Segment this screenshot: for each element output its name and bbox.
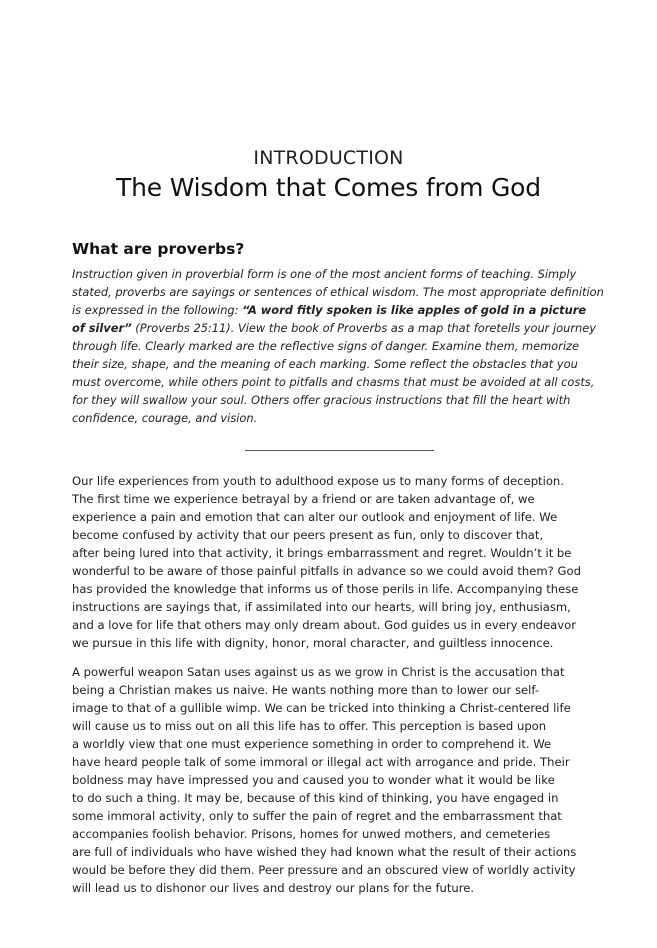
section-divider xyxy=(245,450,434,451)
intro-line xyxy=(72,301,612,319)
body-line: will lead us to dishonor our lives and destroy our plans for the future. xyxy=(72,881,475,895)
intro-text: is expressed in the following: xyxy=(72,303,243,317)
body-line: A powerful weapon Satan uses against us as we grow in Christ is the accusation that xyxy=(72,665,565,679)
body-line: Our life experiences from youth to adulthood expose us to many forms of deception. xyxy=(72,474,564,488)
body-paragraph-1 xyxy=(72,472,617,652)
body-line: have heard people talk of some immoral or illegal act with arrogance and pride. Their xyxy=(72,755,570,769)
intro-line xyxy=(72,355,612,373)
body-line: boldness may have impressed you and caused you to wonder what it would be like xyxy=(72,773,555,787)
body-line: become confused by activity that our peers present as fun, only to discover that, xyxy=(72,528,544,542)
intro-text: for they will swallow your soul. Others offer gracious instructions that fill the heart with xyxy=(72,393,571,407)
body-line: instructions are sayings that, if assimilated into our hearts, will bring joy, enthusiasm, xyxy=(72,600,571,614)
chapter-label: INTRODUCTION xyxy=(253,147,404,169)
intro-line xyxy=(72,319,612,337)
intro-line xyxy=(72,373,612,391)
intro-text: confidence, courage, and vision. xyxy=(72,411,258,425)
body-line: will cause us to miss out on all this life has to offer. This perception is based upon xyxy=(72,719,547,733)
intro-paragraph xyxy=(72,265,612,427)
body-line: wonderful to be aware of those painful pitfalls in advance so we could avoid them? God xyxy=(72,564,581,578)
intro-text: (Proverbs 25:11). View the book of Proverbs as a map that foretells your journey xyxy=(131,321,596,335)
section-heading: What are proverbs? xyxy=(72,240,245,258)
intro-text: must overcome, while others point to pitfalls and chasms that must be avoided at all costs, xyxy=(72,375,595,389)
body-line: we pursue in this life with dignity, honor, moral character, and guiltless innocence. xyxy=(72,636,554,650)
body-line: are full of individuals who have wished they had known what the result of their actions xyxy=(72,845,577,859)
intro-text: Instruction given in proverbial form is one of the most ancient forms of teaching. Simply xyxy=(72,267,577,281)
body-line: image to that of a gullible wimp. We can be tricked into thinking a Christ-centered life xyxy=(72,701,571,715)
intro-text: stated, proverbs are sayings or sentences of ethical wisdom. The most appropriate definition xyxy=(72,285,604,299)
intro-line xyxy=(72,265,612,283)
body-line: accompanies foolish behavior. Prisons, homes for unwed mothers, and cemeteries xyxy=(72,827,551,841)
body-line: The first time we experience betrayal by a friend or are taken advantage of, we xyxy=(72,492,535,506)
intro-text: their size, shape, and the meaning of each marking. Some reflect the obstacles that you xyxy=(72,357,578,371)
intro-text: through life. Clearly marked are the reflective signs of danger. Examine them, memorize xyxy=(72,339,579,353)
scripture-quote: “A word fitly spoken is like apples of gold in a picture xyxy=(242,303,587,317)
body-line: has provided the knowledge that informs us of those perils in life. Accompanying these xyxy=(72,582,579,596)
body-line: to do such a thing. It may be, because of this kind of thinking, you have engaged in xyxy=(72,791,559,805)
body-line: experience a pain and emotion that can alter our outlook and enjoyment of life. We xyxy=(72,510,558,524)
body-line: after being lured into that activity, it brings embarrassment and regret. Wouldn’t it be xyxy=(72,546,572,560)
body-line: would be before they did them. Peer pressure and an obscured view of worldly activity xyxy=(72,863,576,877)
body-line: and a love for life that others may only dream about. God guides us in every endeavor xyxy=(72,618,576,632)
chapter-title: The Wisdom that Comes from God xyxy=(116,173,541,202)
body-line: some immoral activity, only to suffer the pain of regret and the embarrassment that xyxy=(72,809,562,823)
intro-line xyxy=(72,391,612,409)
intro-line xyxy=(72,337,612,355)
body-line: a worldly view that one must experience something in order to comprehend it. We xyxy=(72,737,552,751)
intro-line xyxy=(72,409,612,427)
body-line: being a Christian makes us naive. He wants nothing more than to lower our self- xyxy=(72,683,540,697)
body-paragraph-2 xyxy=(72,663,617,897)
intro-line xyxy=(72,283,612,301)
scripture-quote: of silver” xyxy=(72,321,132,335)
